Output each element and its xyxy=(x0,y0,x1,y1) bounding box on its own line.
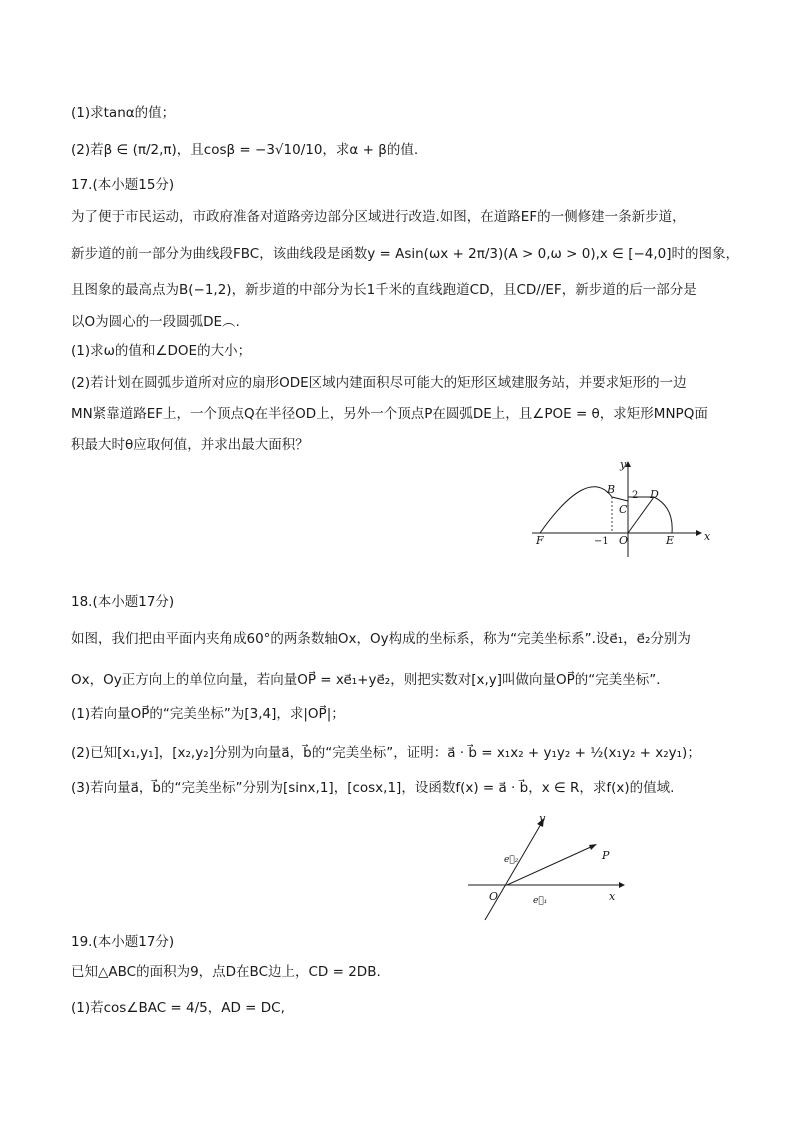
q17-text-4: 以O为圆心的一段圆弧DE︵. xyxy=(71,314,240,330)
q16-part2: (2)若β ∈ (π/2,π)，且cosβ = −3√10/10，求α + β的值. xyxy=(71,142,419,158)
q18-part2: (2)已知[x₁,y₁]，[x₂,y₂]分别为向量a⃗，b⃗的“完美坐标”，证明：a⃗ · b⃗ = x₁x₂ + y₁y₂ + ½(x₁y₂ + x₂y₁)； xyxy=(71,745,701,761)
label-P: P xyxy=(602,849,610,862)
x-axis-arrow xyxy=(696,530,702,536)
label-e1: e⃗₁ xyxy=(533,896,548,906)
label-C: C xyxy=(619,503,628,516)
label-two: 2 xyxy=(632,490,639,501)
label-B: B xyxy=(607,483,616,496)
q16-part1: (1)求tanα的值； xyxy=(71,105,176,121)
q18-figure xyxy=(463,808,633,928)
q17-part2-2: MN紧靠道路EF上，一个顶点Q在半径OD上，另外一个顶点P在圆弧DE上，且∠POE = θ，求矩形MNPQ面 xyxy=(71,406,708,422)
label-O: O xyxy=(489,890,499,903)
label-F: F xyxy=(536,534,544,547)
vector-OP-arrow xyxy=(589,844,597,850)
q18-text-2: Ox，Oy正方向上的单位向量，若向量OP⃗ = xe⃗₁+ye⃗₂，则把实数对[x,y]叫做向量OP⃗的“完美坐标”． xyxy=(71,672,670,688)
label-neg-one: −1 xyxy=(594,536,609,547)
x-axis-label: x xyxy=(704,530,711,543)
q17-text-2: 新步道的前一部分为曲线段FBC，该曲线段是函数y = Asin(ωx + 2π/3)(A > 0,ω > 0),x ∈ [−4,0]时的图象， xyxy=(71,246,740,262)
q17-part2-1: (2)若计划在圆弧步道所对应的扇形ODE区域内建面积尽可能大的矩形区域建服务站，并要求矩形的一边 xyxy=(71,375,687,391)
q18-text-1: 如图，我们把由平面内夹角成60°的两条数轴Ox，Oy构成的坐标系，称为“完美坐标系”.设e⃗₁，e⃗₂分别为 xyxy=(71,631,691,647)
label-O: O xyxy=(619,534,629,547)
q17-part1: (1)求ω的值和∠DOE的大小； xyxy=(71,343,252,359)
q19-text-1: 已知△ABC的面积为9，点D在BC边上，CD = 2DB. xyxy=(71,964,381,980)
y-axis-label: y xyxy=(620,458,627,471)
q17-text-3: 且图象的最高点为B(−1,2)，新步道的中部分为长1千米的直线跑道CD，且CD//EF，新步道的后一部分是 xyxy=(71,282,697,298)
oy-axis-label: y xyxy=(539,812,546,825)
ox-axis-arrow xyxy=(619,882,625,888)
ox-axis-label: x xyxy=(609,890,616,903)
arc-DE xyxy=(654,497,672,533)
q17-part2-3: 积最大时θ应取何值，并求出最大面积？ xyxy=(71,437,309,453)
label-D: D xyxy=(650,488,659,501)
q17-text-1: 为了便于市民运动，市政府准备对道路旁边部分区域进行改造.如图，在道路EF的一侧修建一条新步道， xyxy=(71,209,686,225)
q17-header: 17.(本小题15分) xyxy=(71,177,175,193)
q18-part3: (3)若向量a⃗，b⃗的“完美坐标”分别为[sinx,1]，[cosx,1]，设函数f(x) = a⃗ · b⃗，x ∈ R，求f(x)的值域. xyxy=(71,780,675,796)
q19-header: 19.(本小题17分) xyxy=(71,934,175,950)
label-E: E xyxy=(666,534,675,547)
radius-OD xyxy=(628,497,654,533)
label-e2: e⃗₂ xyxy=(504,855,519,865)
q19-part1: (1)若cos∠BAC = 4/5，AD = DC, xyxy=(71,1000,285,1016)
q18-part1: (1)若向量OP⃗的“完美坐标”为[3,4]，求|OP⃗|； xyxy=(71,706,345,722)
q18-header: 18.(本小题17分) xyxy=(71,594,175,610)
q17-figure xyxy=(528,455,718,565)
vector-OP xyxy=(507,846,593,885)
